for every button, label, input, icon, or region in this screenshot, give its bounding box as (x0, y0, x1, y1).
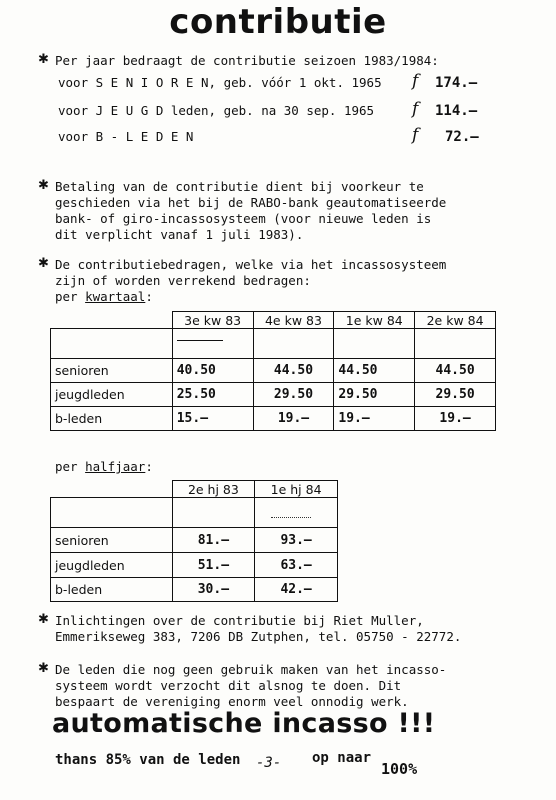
info-line-1: Inlichtingen over de contributie bij Riet Muller, (55, 613, 424, 628)
bullet-icon: ✱ (38, 256, 49, 271)
footer-right: 100% (381, 760, 418, 778)
payment-line-4: dit verplicht vanaf 1 juli 1983). (55, 227, 304, 242)
colon: : (145, 459, 153, 474)
bullet-icon: ✱ (38, 612, 49, 627)
appeal-line-1: De leden die nog geen gebruik maken van het incasso- (55, 662, 447, 677)
cell-value: 63.– (255, 553, 338, 578)
info-line-2: Emmerikseweg 383, 7206 DB Zutphen, tel. 05750 - 22772. (55, 629, 462, 644)
fee-label-youth: voor J E U G D leden, geb. na 30 sep. 1965 (58, 103, 375, 118)
currency-youth: f (412, 99, 419, 119)
appeal-line-3: bespaart de vereniging enorm veel onnodig werk. (55, 694, 409, 709)
page-title: contributie (169, 2, 387, 42)
payment-line-1: Betaling van de contributie dient bij voorkeur te (55, 179, 424, 194)
cell-value: 29.50 (415, 383, 496, 407)
fee-amount-seniors: 174.– (435, 75, 478, 91)
dash-line (177, 340, 223, 341)
row-label: jeugdleden (51, 383, 173, 407)
amounts-line-2: zijn of worden verrekend bedragen: (55, 273, 311, 288)
row-label: jeugdleden (51, 553, 173, 578)
halfyear-table (50, 480, 338, 602)
cell-value: 19.– (253, 407, 334, 431)
bullet-icon: ✱ (38, 52, 49, 67)
table-corner (51, 481, 173, 498)
table-row (51, 578, 338, 602)
column-header: 1e hj 84 (255, 481, 338, 498)
column-header: 3e kw 83 (172, 312, 253, 329)
table-corner (51, 312, 173, 329)
table-row (51, 553, 338, 578)
cell-value: 44.50 (253, 359, 334, 383)
fee-label-seniors: voor S E N I O R E N, geb. vóór 1 okt. 1965 (58, 75, 382, 90)
cell-value: 25.50 (172, 383, 253, 407)
payment-line-2: geschieden via het bij de RABO-bank geautomatiseerde (55, 195, 447, 210)
per-word: per (55, 459, 78, 474)
cell-value: 15.– (172, 407, 253, 431)
currency-b: f (412, 125, 419, 145)
per-halfyear-label (55, 459, 153, 474)
cell-value: 29.50 (334, 383, 415, 407)
bullet-icon: ✱ (38, 661, 49, 676)
cell-value: 93.– (255, 528, 338, 553)
cell-value: 19.– (334, 407, 415, 431)
table-row (51, 359, 496, 383)
page-number: -3- (256, 755, 282, 771)
cell-value: 29.50 (253, 383, 334, 407)
bullet-icon: ✱ (38, 178, 49, 193)
halfyear-word: halfjaar (85, 459, 146, 474)
row-label: senioren (51, 528, 173, 553)
quarter-word: kwartaal (85, 289, 146, 304)
column-header: 2e hj 83 (172, 481, 255, 498)
table-row (51, 383, 496, 407)
row-label: senioren (51, 359, 173, 383)
cell-value: 44.50 (415, 359, 496, 383)
row-label: b-leden (51, 407, 173, 431)
per-quarter-label (55, 289, 153, 304)
column-header: 1e kw 84 (334, 312, 415, 329)
quarter-table (50, 311, 496, 431)
cell-value: 44.50 (334, 359, 415, 383)
dotted-line (271, 517, 311, 518)
column-header: 4e kw 83 (253, 312, 334, 329)
fee-label-b: voor B - L E D E N (58, 129, 194, 144)
amounts-line-1: De contributiebedragen, welke via het incassosysteem (55, 257, 447, 272)
colon: : (145, 289, 153, 304)
per-word: per (55, 289, 78, 304)
cell-value: 40.50 (172, 359, 253, 383)
fee-amount-youth: 114.– (435, 103, 478, 119)
table-row (51, 407, 496, 431)
row-label: b-leden (51, 578, 173, 602)
cell-value: 30.– (172, 578, 255, 602)
fee-amount-b: 72.– (445, 129, 479, 145)
cell-value: 19.– (415, 407, 496, 431)
headline: automatische incasso !!! (52, 708, 436, 739)
cell-value: 51.– (172, 553, 255, 578)
cell-value: 42.– (255, 578, 338, 602)
footer-mid: op naar (312, 750, 372, 766)
appeal-line-2: systeem wordt verzocht dit alsnog te doen. Dit (55, 678, 402, 693)
payment-line-3: bank- of giro-incassosysteem (voor nieuwe leden is (55, 211, 432, 226)
table-row (51, 528, 338, 553)
column-header: 2e kw 84 (415, 312, 496, 329)
cell-value: 81.– (172, 528, 255, 553)
footer-left: thans 85% van de leden (55, 752, 241, 768)
currency-seniors: f (412, 71, 419, 91)
fee-intro: Per jaar bedraagt de contributie seizoen 1983/1984: (55, 53, 439, 68)
